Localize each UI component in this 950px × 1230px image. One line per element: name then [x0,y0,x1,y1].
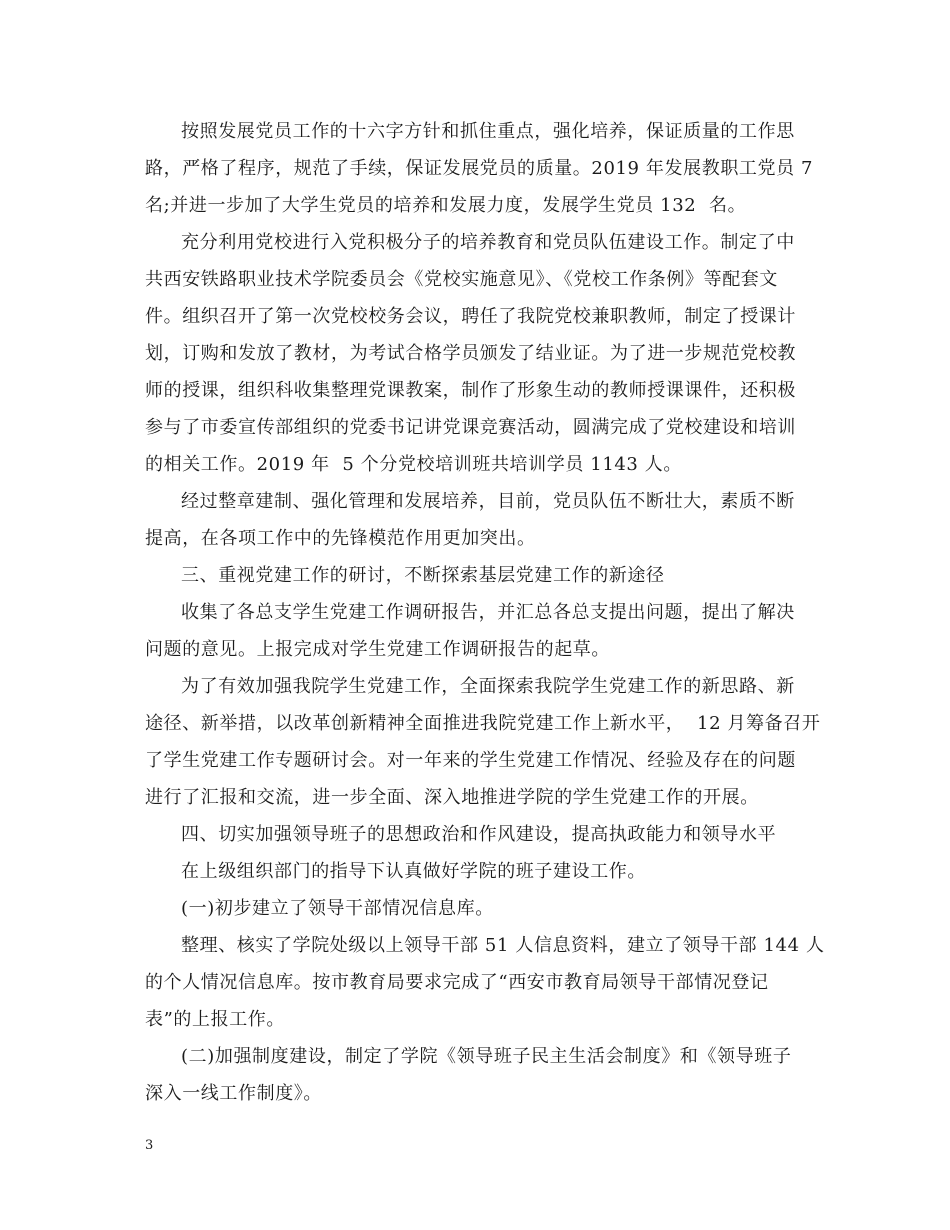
paragraph-7-line-3: 表”的上报工作。 [145,1009,286,1030]
paragraph-3-line-2: 提高，在各项工作中的先锋模范作用更加突出。 [145,528,536,549]
paragraph-1-line-1: 按照发展党员工作的十六字方针和抓住重点，强化培养，保证质量的工作思 [181,121,795,142]
paragraph-2-line-1: 充分利用党校进行入党积极分子的培养教育和党员队伍建设工作。制定了中 [181,232,795,253]
paragraph-3-line-1: 经过整章建制、强化管理和发展培养，目前，党员队伍不断壮大，素质不断 [181,491,795,512]
paragraph-1-line-3: 名;并进一步加了大学生党员的培养和发展力度，发展学生党员 132 名。 [145,195,747,216]
paragraph-4-line-2: 问题的意见。上报完成对学生党建工作调研报告的起草。 [145,639,610,660]
section-heading-3: 三、重视党建工作的研讨，不断探索基层党建工作的新途径 [181,565,665,586]
paragraph-5-line-3: 了学生党建工作专题研讨会。对一年来的学生党建工作情况、经验及存在的问题 [145,750,796,771]
paragraph-2-line-4: 划，订购和发放了教材，为考试合格学员颁发了结业证。为了进一步规范党校教 [145,343,796,364]
paragraph-7-line-1: 整理、核实了学院处级以上领导干部 51 人信息资料，建立了领导干部 144 人 [181,935,825,956]
paragraph-2-line-5: 师的授课，组织科收集整理党课教案，制作了形象生动的教师授课课件，还积极 [145,380,796,401]
paragraph-7-line-2: 的个人情况信息库。按市教育局要求完成了“西安市教育局领导干部情况登记 [145,972,769,993]
section-heading-4: 四、切实加强领导班子的思想政治和作风建设，提高执政能力和领导水平 [181,824,777,845]
paragraph-5-line-4: 进行了汇报和交流，进一步全面、深入地推进学院的学生党建工作的开展。 [145,787,759,808]
paragraph-5-line-1: 为了有效加强我院学生党建工作，全面探索我院学生党建工作的新思路、新 [181,676,795,697]
paragraph-6-line-1: 在上级组织部门的指导下认真做好学院的班子建设工作。 [181,861,646,882]
page-number: 3 [145,1138,154,1153]
paragraph-2-line-7: 的相关工作。2019 年 5 个分党校培训班共培训学员 1143 人。 [145,454,682,475]
paragraph-4-line-1: 收集了各总支学生党建工作调研报告，并汇总各总支提出问题，提出了解决 [181,602,795,623]
paragraph-2-line-2: 共西安铁路职业技术学院委员会《党校实施意见》、《党校工作条例》等配套文 [145,269,778,290]
subheading-1: (一)初步建立了领导干部情况信息库。 [181,898,494,919]
paragraph-5-line-2: 途径、新举措，以改革创新精神全面推进我院党建工作上新水平， 12 月筹备召开 [145,713,821,734]
subheading-2-line-2: 深入一线工作制度》。 [145,1083,322,1104]
subheading-2-line-1: (二)加强制度建设，制定了学院《领导班子民主生活会制度》和《领导班子 [181,1046,792,1067]
paragraph-1-line-2: 路，严格了程序，规范了手续，保证发展党员的质量。2019 年发展教职工党员 7 [145,158,814,179]
paragraph-2-line-3: 件。组织召开了第一次党校校务会议，聘任了我院党校兼职教师，制定了授课计 [145,306,796,327]
paragraph-2-line-6: 参与了市委宣传部组织的党委书记讲党课竞赛活动，圆满完成了党校建设和培训 [145,417,796,438]
